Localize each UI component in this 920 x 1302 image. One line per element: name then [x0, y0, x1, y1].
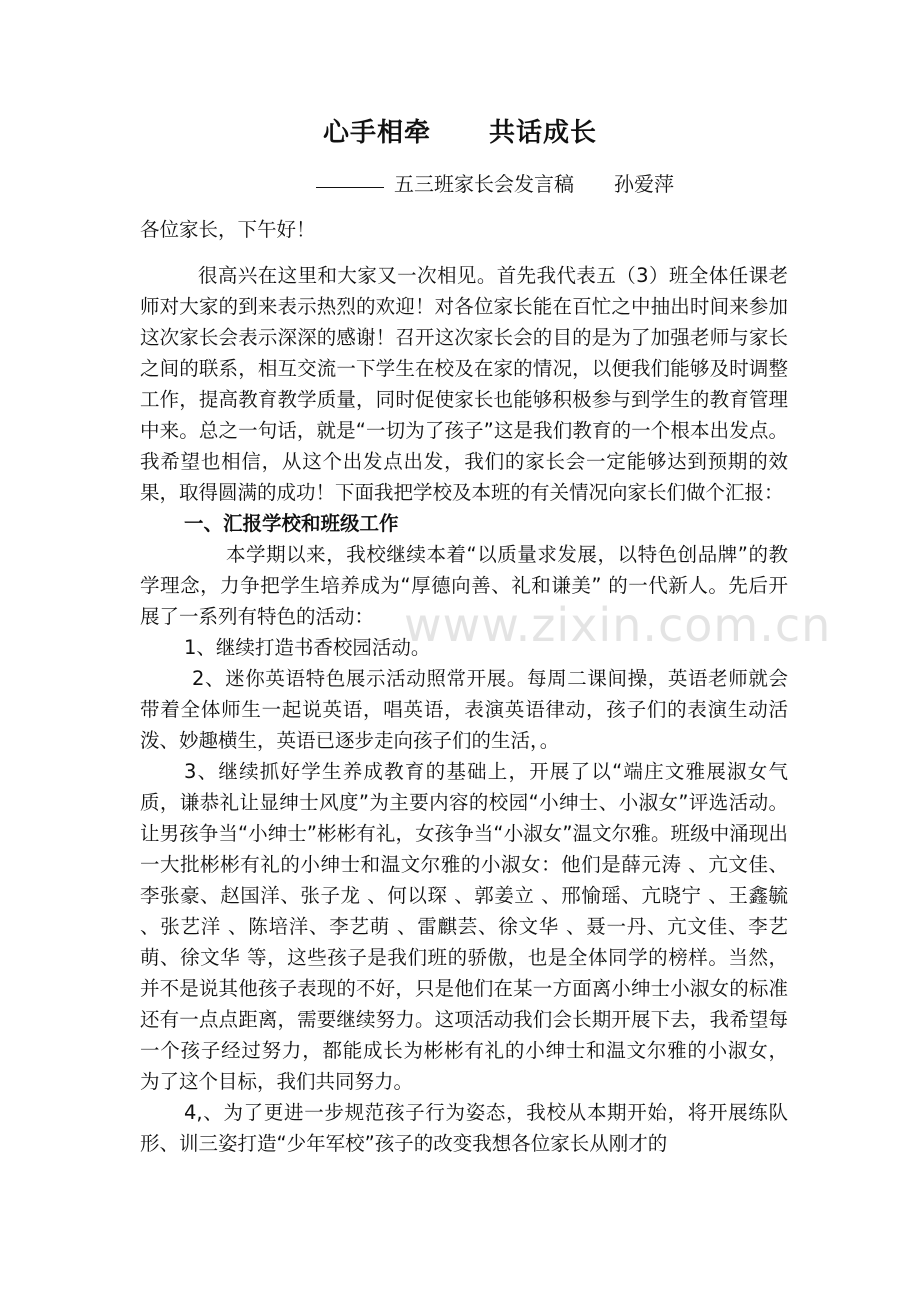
section-intro-paragraph: 本学期以来，我校继续本着“以质量求发展，以特色创品牌”的教学理念，力争把学生培养成为“厚德向善、礼和谦美” 的一代新人。先后开展了一系列有特色的活动： [140, 543, 788, 628]
title-part-1: 心手相牵 [322, 118, 431, 148]
list-item-3: 3、继续抓好学生养成教育的基础上，开展了以“端庄文雅展淑女气质，谦恭礼让显绅士风度”为主要内容的校园“小绅士、小淑女”评选活动。让男孩争当“小绅士”彬彬有礼，女孩争当“小淑女”温文尔雅。班级中涌现出一大批彬彬有礼的小绅士和温文尔雅的小淑女：他们是薛元涛 、亢文佳、李张豪、赵国洋、张子龙 、何以琛 、郭姜立 、邢愉瑶、亢晓宁 、王鑫毓 、张艺洋 、陈培洋、李艺萌 、雷麒芸、徐文华 、聂一丹、亢文佳、李艺萌、徐文华 等，这些孩子是我们班的骄傲，也是全体同学的榜样。当然，并不是说其他孩子表现的不好，只是他们在某一方面离小绅士小淑女的标准还有一点点距离，需要继续努力。这项活动我们会长期开展下去，我希望每一个孩子经过努力，都能成长为彬彬有礼的小绅士和温文尔雅的小淑女， 为了这个目标，我们共同努力。 [140, 760, 788, 1093]
list-item-1: 1、继续打造书香校园活动。 [184, 636, 431, 659]
document-body [140, 214, 788, 1159]
watermark-text: www.zixin.com.cn [404, 598, 832, 652]
intro-paragraph: 很高兴在这里和大家又一次相见。首先我代表五（3）班全体任课老师对大家的到来表示热烈的欢迎！对各位家长能在百忙之中抽出时间来参加这次家长会表示深深的感谢！召开这次家长会的目的是为了加强老师与家长之间的联系，相互交流一下学生在校及在家的情况，以便我们能够及时调整工作，提高教育教学质量，同时促使家长也能够积极参与到学生的教育管理中来。总之一句话，就是“一切为了孩子”这是我们教育的一个根本出发点。我希望也相信，从这个出发点出发，我们的家长会一定能够达到预期的效果，取得圆满的成功！下面我把学校及本班的有关情况向家长们做个汇报： [140, 264, 788, 504]
author-name: 孙爱萍 [614, 172, 674, 196]
document-title [0, 112, 920, 149]
document-subtitle [316, 168, 674, 197]
greeting: 各位家长，下午好！ [140, 218, 316, 241]
list-item-2: 2、迷你英语特色展示活动照常开展。每周二课间操，英语老师就会带着全体师生一起说英语，唱英语，表演英语律动，孩子们的表演生动活泼、妙趣横生，英语已逐步走向孩子们的生活，。 [140, 667, 788, 752]
subtitle-text: 五三班家长会发言稿 [394, 172, 574, 196]
dash-line [316, 187, 384, 188]
section-heading: 一、汇报学校和班级工作 [184, 512, 399, 535]
list-item-4: 4,、为了更进一步规范孩子行为姿态，我校从本期开始，将开展练队形、训三姿打造“少年军校”孩子的改变我想各位家长从刚才的 [140, 1101, 788, 1155]
title-part-2: 共话成长 [489, 118, 598, 148]
